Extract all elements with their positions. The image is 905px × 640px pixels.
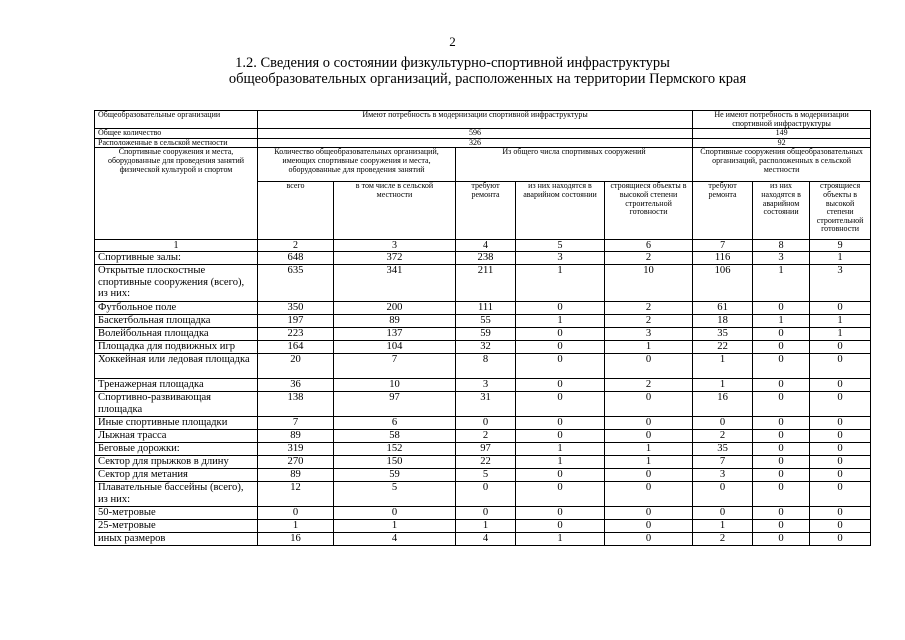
table-cell: 1 (810, 328, 871, 341)
column-number-6: 6 (605, 240, 693, 252)
column-number-9: 9 (810, 240, 871, 252)
facility-name: Сектор для метания (95, 469, 258, 482)
header-facilities: Спортивные сооружения и места, оборудованные для проведения занятий физической культурой и спортом (95, 148, 258, 240)
table-cell: 6 (334, 417, 456, 430)
table-cell: 0 (605, 482, 693, 507)
table-cell: 1 (810, 252, 871, 265)
header-rural-facilities: Спортивные сооружения общеобразовательных организаций, расположенных в сельской местности (693, 148, 871, 182)
column-number-3: 3 (334, 240, 456, 252)
table-cell: 1 (516, 456, 605, 469)
table-cell: 0 (693, 417, 753, 430)
table-cell: 2 (693, 533, 753, 546)
table-cell: 197 (258, 315, 334, 328)
table-cell: 61 (693, 302, 753, 315)
table-cell: 1 (810, 315, 871, 328)
table-cell: 164 (258, 341, 334, 354)
table-cell: 22 (456, 456, 516, 469)
column-number-5: 5 (516, 240, 605, 252)
table-cell: 5 (334, 482, 456, 507)
table-cell: 4 (456, 533, 516, 546)
table-cell: 0 (810, 430, 871, 443)
table-cell: 3 (605, 328, 693, 341)
table-cell: 20 (258, 354, 334, 379)
table-cell: 0 (605, 533, 693, 546)
table-cell: 89 (258, 430, 334, 443)
table-row (95, 252, 871, 265)
table-cell: 319 (258, 443, 334, 456)
table-row (95, 533, 871, 546)
table-cell: 0 (753, 328, 810, 341)
table-cell: 372 (334, 252, 456, 265)
table-cell: 104 (334, 341, 456, 354)
table-cell: 0 (605, 354, 693, 379)
header-emergency: из них находятся в аварийном состоянии (516, 182, 605, 240)
table-cell: 0 (605, 507, 693, 520)
table-row (95, 417, 871, 430)
table-cell: 0 (693, 507, 753, 520)
table-cell: 1 (605, 443, 693, 456)
header-no-need-modernization: Не имеют потребность в модернизации спортивной инфраструктуры (693, 111, 871, 129)
table-cell: 2 (605, 252, 693, 265)
facility-name: Иные спортивные площадки (95, 417, 258, 430)
table-cell: 270 (258, 456, 334, 469)
facility-name: Тренажерная площадка (95, 379, 258, 392)
table-cell: 0 (605, 417, 693, 430)
table-cell: 0 (753, 392, 810, 417)
table-cell: 0 (693, 482, 753, 507)
table-cell: 0 (516, 379, 605, 392)
table-cell: 35 (693, 443, 753, 456)
table-cell: 0 (516, 328, 605, 341)
table-cell: 137 (334, 328, 456, 341)
table-row (95, 265, 871, 302)
header-organizations: Общеобразовательные организации (95, 111, 258, 129)
table-cell: 0 (753, 430, 810, 443)
facility-name: Волейбольная площадка (95, 328, 258, 341)
table-cell: 1 (693, 354, 753, 379)
column-number-8: 8 (753, 240, 810, 252)
table-cell: 0 (753, 443, 810, 456)
header-under-construction: строящиеся объекты в высокой степени строительной готовности (605, 182, 693, 240)
table-cell: 1 (516, 533, 605, 546)
table-cell: 0 (334, 507, 456, 520)
table-cell: 55 (456, 315, 516, 328)
table-cell: 1 (753, 315, 810, 328)
table-cell: 0 (516, 520, 605, 533)
column-number-1: 1 (95, 240, 258, 252)
table-cell: 1 (605, 341, 693, 354)
table-cell: 200 (334, 302, 456, 315)
table-cell: 1 (258, 520, 334, 533)
table-cell: 36 (258, 379, 334, 392)
table-cell: 1 (605, 456, 693, 469)
table-cell: 32 (456, 341, 516, 354)
table-cell: 12 (258, 482, 334, 507)
table-cell: 1 (693, 379, 753, 392)
table-cell: 89 (334, 315, 456, 328)
table-cell: 31 (456, 392, 516, 417)
table-row (95, 328, 871, 341)
table-cell: 0 (605, 469, 693, 482)
table-cell: 0 (810, 379, 871, 392)
table-cell: 1 (516, 443, 605, 456)
table-cell: 4 (334, 533, 456, 546)
table-cell: 0 (605, 520, 693, 533)
table-cell: 106 (693, 265, 753, 302)
table-cell: 16 (693, 392, 753, 417)
table-cell: 16 (258, 533, 334, 546)
table-cell: 1 (456, 520, 516, 533)
header-total: всего (258, 182, 334, 240)
table-cell: 0 (516, 392, 605, 417)
table-cell: 0 (516, 469, 605, 482)
table-cell: 0 (753, 379, 810, 392)
facility-name: Спортивные залы: (95, 252, 258, 265)
table-cell: 0 (753, 302, 810, 315)
table-cell: 58 (334, 430, 456, 443)
table-cell: 7 (693, 456, 753, 469)
facility-name: Футбольное поле (95, 302, 258, 315)
table-cell: 7 (258, 417, 334, 430)
header-count-organizations: Количество общеобразовательных организаций, имеющих спортивные сооружения и места, оборудованные для проведения занятий (258, 148, 456, 182)
row-rural-no-need: 92 (693, 138, 871, 148)
table-cell: 59 (334, 469, 456, 482)
table-row (95, 392, 871, 417)
table-row (95, 354, 871, 379)
header-rural-need-repair: требуют ремонта (693, 182, 753, 240)
table-cell: 2 (605, 302, 693, 315)
table-cell: 0 (810, 392, 871, 417)
facility-name: Баскетбольная площадка (95, 315, 258, 328)
facility-name: Площадка для подвижных игр (95, 341, 258, 354)
table-cell: 0 (753, 456, 810, 469)
table-cell: 116 (693, 252, 753, 265)
title-line-2: общеобразовательных организаций, расположенных на территории Пермского края (228, 71, 747, 87)
table-row (95, 469, 871, 482)
table-row (95, 379, 871, 392)
table-cell: 150 (334, 456, 456, 469)
row-total-label: Общее количество (95, 129, 258, 139)
facility-name: 25-метровые (95, 520, 258, 533)
table-cell: 111 (456, 302, 516, 315)
table-cell: 0 (516, 354, 605, 379)
table-cell: 3 (753, 252, 810, 265)
table-cell: 59 (456, 328, 516, 341)
facility-name: иных размеров (95, 533, 258, 546)
table-cell: 0 (810, 482, 871, 507)
table-cell: 0 (810, 469, 871, 482)
table-cell: 635 (258, 265, 334, 302)
table-row (95, 520, 871, 533)
title-line-1: 1.2. Сведения о состоянии физкультурно-спортивной инфраструктуры (235, 55, 670, 71)
row-rural-label: Расположенные в сельской местности (95, 138, 258, 148)
table-cell: 0 (753, 417, 810, 430)
table-cell: 7 (334, 354, 456, 379)
table-cell: 3 (456, 379, 516, 392)
header-need-modernization: Имеют потребность в модернизации спортивной инфраструктуры (258, 111, 693, 129)
table-cell: 0 (516, 507, 605, 520)
table-cell: 138 (258, 392, 334, 417)
table-cell: 1 (693, 520, 753, 533)
facility-name: 50-метровые (95, 507, 258, 520)
table-cell: 0 (516, 430, 605, 443)
table-cell: 0 (753, 482, 810, 507)
table-cell: 10 (605, 265, 693, 302)
table-cell: 0 (456, 417, 516, 430)
table-cell: 0 (810, 443, 871, 456)
table-cell: 0 (516, 482, 605, 507)
table-row (95, 302, 871, 315)
table-row (95, 482, 871, 507)
table-cell: 0 (753, 469, 810, 482)
document-title (0, 55, 905, 87)
table-cell: 0 (810, 507, 871, 520)
table-cell: 0 (810, 354, 871, 379)
table-cell: 5 (456, 469, 516, 482)
table-cell: 1 (516, 265, 605, 302)
table-cell: 0 (810, 341, 871, 354)
table-cell: 0 (516, 302, 605, 315)
header-rural-under-construction: строящиеся объекты в высокой степени строительной готовности (810, 182, 871, 240)
table-cell: 18 (693, 315, 753, 328)
table-row (95, 430, 871, 443)
table-cell: 152 (334, 443, 456, 456)
table-cell: 3 (516, 252, 605, 265)
table-cell: 0 (258, 507, 334, 520)
row-total-no-need: 149 (693, 129, 871, 139)
table-cell: 2 (605, 315, 693, 328)
table-cell: 35 (693, 328, 753, 341)
table-cell: 0 (753, 533, 810, 546)
header-need-repair: требуют ремонта (456, 182, 516, 240)
table-cell: 3 (693, 469, 753, 482)
table-cell: 0 (516, 417, 605, 430)
table-row (95, 456, 871, 469)
table-row (95, 507, 871, 520)
facility-name: Спортивно-развивающая площадка (95, 392, 258, 417)
table-cell: 0 (753, 341, 810, 354)
table-cell: 97 (456, 443, 516, 456)
infrastructure-table (94, 110, 871, 546)
table-cell: 0 (605, 430, 693, 443)
table-cell: 211 (456, 265, 516, 302)
table-cell: 0 (753, 507, 810, 520)
facility-name: Лыжная трасса (95, 430, 258, 443)
table-cell: 0 (810, 533, 871, 546)
table-cell: 0 (516, 341, 605, 354)
table-cell: 89 (258, 469, 334, 482)
table-cell: 0 (456, 507, 516, 520)
table-cell: 1 (753, 265, 810, 302)
table-cell: 0 (456, 482, 516, 507)
table-row (95, 315, 871, 328)
table-cell: 0 (753, 520, 810, 533)
table-cell: 238 (456, 252, 516, 265)
table-cell: 10 (334, 379, 456, 392)
facility-name: Беговые дорожки: (95, 443, 258, 456)
table-row (95, 443, 871, 456)
table-cell: 8 (456, 354, 516, 379)
table-cell: 0 (753, 354, 810, 379)
header-in-rural: в том числе в сельской местности (334, 182, 456, 240)
table-cell: 97 (334, 392, 456, 417)
column-number-4: 4 (456, 240, 516, 252)
facility-name: Хоккейная или ледовая площадка (95, 354, 258, 379)
table-cell: 0 (605, 392, 693, 417)
table-cell: 2 (693, 430, 753, 443)
table-cell: 648 (258, 252, 334, 265)
table-cell: 223 (258, 328, 334, 341)
header-rural-emergency: из них находятся в аварийном состоянии (753, 182, 810, 240)
table-cell: 3 (810, 265, 871, 302)
table-cell: 2 (456, 430, 516, 443)
table-cell: 1 (516, 315, 605, 328)
column-number-2: 2 (258, 240, 334, 252)
table-cell: 0 (810, 417, 871, 430)
table-cell: 0 (810, 456, 871, 469)
table-row (95, 341, 871, 354)
table-cell: 1 (334, 520, 456, 533)
table-cell: 2 (605, 379, 693, 392)
page-number: 2 (449, 34, 456, 49)
table-cell: 22 (693, 341, 753, 354)
header-of-total-facilities: Из общего числа спортивных сооружений (456, 148, 693, 182)
column-number-7: 7 (693, 240, 753, 252)
row-total-need: 596 (258, 129, 693, 139)
facility-name: Плавательные бассейны (всего), из них: (95, 482, 258, 507)
table-cell: 350 (258, 302, 334, 315)
table-cell: 0 (810, 302, 871, 315)
table-cell: 341 (334, 265, 456, 302)
table-cell: 0 (810, 520, 871, 533)
column-numbers-row (95, 240, 871, 252)
row-rural-need: 326 (258, 138, 693, 148)
facility-name: Открытые плоскостные спортивные сооружения (всего), из них: (95, 265, 258, 302)
facility-name: Сектор для прыжков в длину (95, 456, 258, 469)
